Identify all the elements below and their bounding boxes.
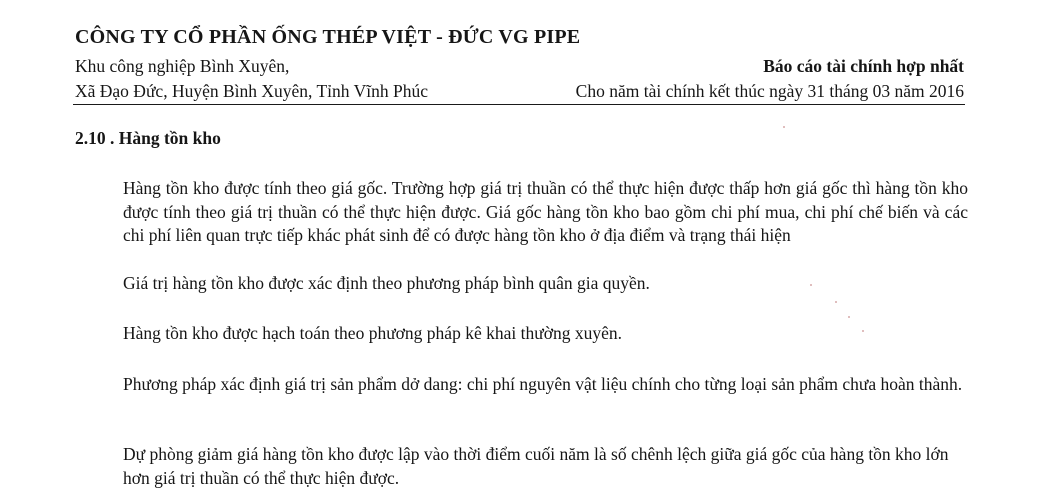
- paragraph-valuation-method: Giá trị hàng tồn kho được xác định theo phương pháp bình quân gia quyền.: [123, 273, 650, 293]
- scan-speck: [835, 301, 837, 303]
- paragraph-cost-basis: Hàng tồn kho được tính theo giá gốc. Trường hợp giá trị thuần có thể thực hiện được thấp hơn giá gốc thì hàng tồn kho được tính theo giá trị thuần có thể thực hiện được. Giá gốc hàng tồn kho bao gồm chi phí mua, chi phí chế biến và các chi phí liên quan trực tiếp khác phát sinh để có được hàng tồn kho ở địa điểm và trạng thái hiện: [123, 178, 968, 245]
- report-period: Cho năm tài chính kết thúc ngày 31 tháng 03 năm 2016: [575, 81, 964, 101]
- scan-speck: [848, 316, 850, 318]
- scan-speck: [862, 330, 864, 332]
- scan-speck: [783, 126, 785, 128]
- paragraph-provision: Dự phòng giảm giá hàng tồn kho được lập vào thời điểm cuối năm là số chênh lệch giữa giá gốc của hàng tồn kho lớn hơn giá trị thuần có thể thực hiện được.: [123, 444, 949, 488]
- paragraph-accounting-method: Hàng tồn kho được hạch toán theo phương pháp kê khai thường xuyên.: [123, 323, 622, 343]
- address-line-1: Khu công nghiệp Bình Xuyên,: [75, 56, 290, 76]
- company-name: CÔNG TY CỔ PHẦN ỐNG THÉP VIỆT - ĐỨC VG PIPE: [75, 26, 581, 48]
- paragraph-work-in-progress: Phương pháp xác định giá trị sản phẩm dở dang: chi phí nguyên vật liệu chính cho từng loại sản phẩm chưa hoàn thành.: [123, 374, 963, 394]
- header-divider: [73, 104, 965, 105]
- scan-speck: [810, 284, 812, 286]
- address-line-2: Xã Đạo Đức, Huyện Bình Xuyên, Tỉnh Vĩnh Phúc: [75, 81, 428, 101]
- section-heading: 2.10 . Hàng tồn kho: [75, 128, 221, 148]
- report-title: Báo cáo tài chính hợp nhất: [763, 56, 964, 76]
